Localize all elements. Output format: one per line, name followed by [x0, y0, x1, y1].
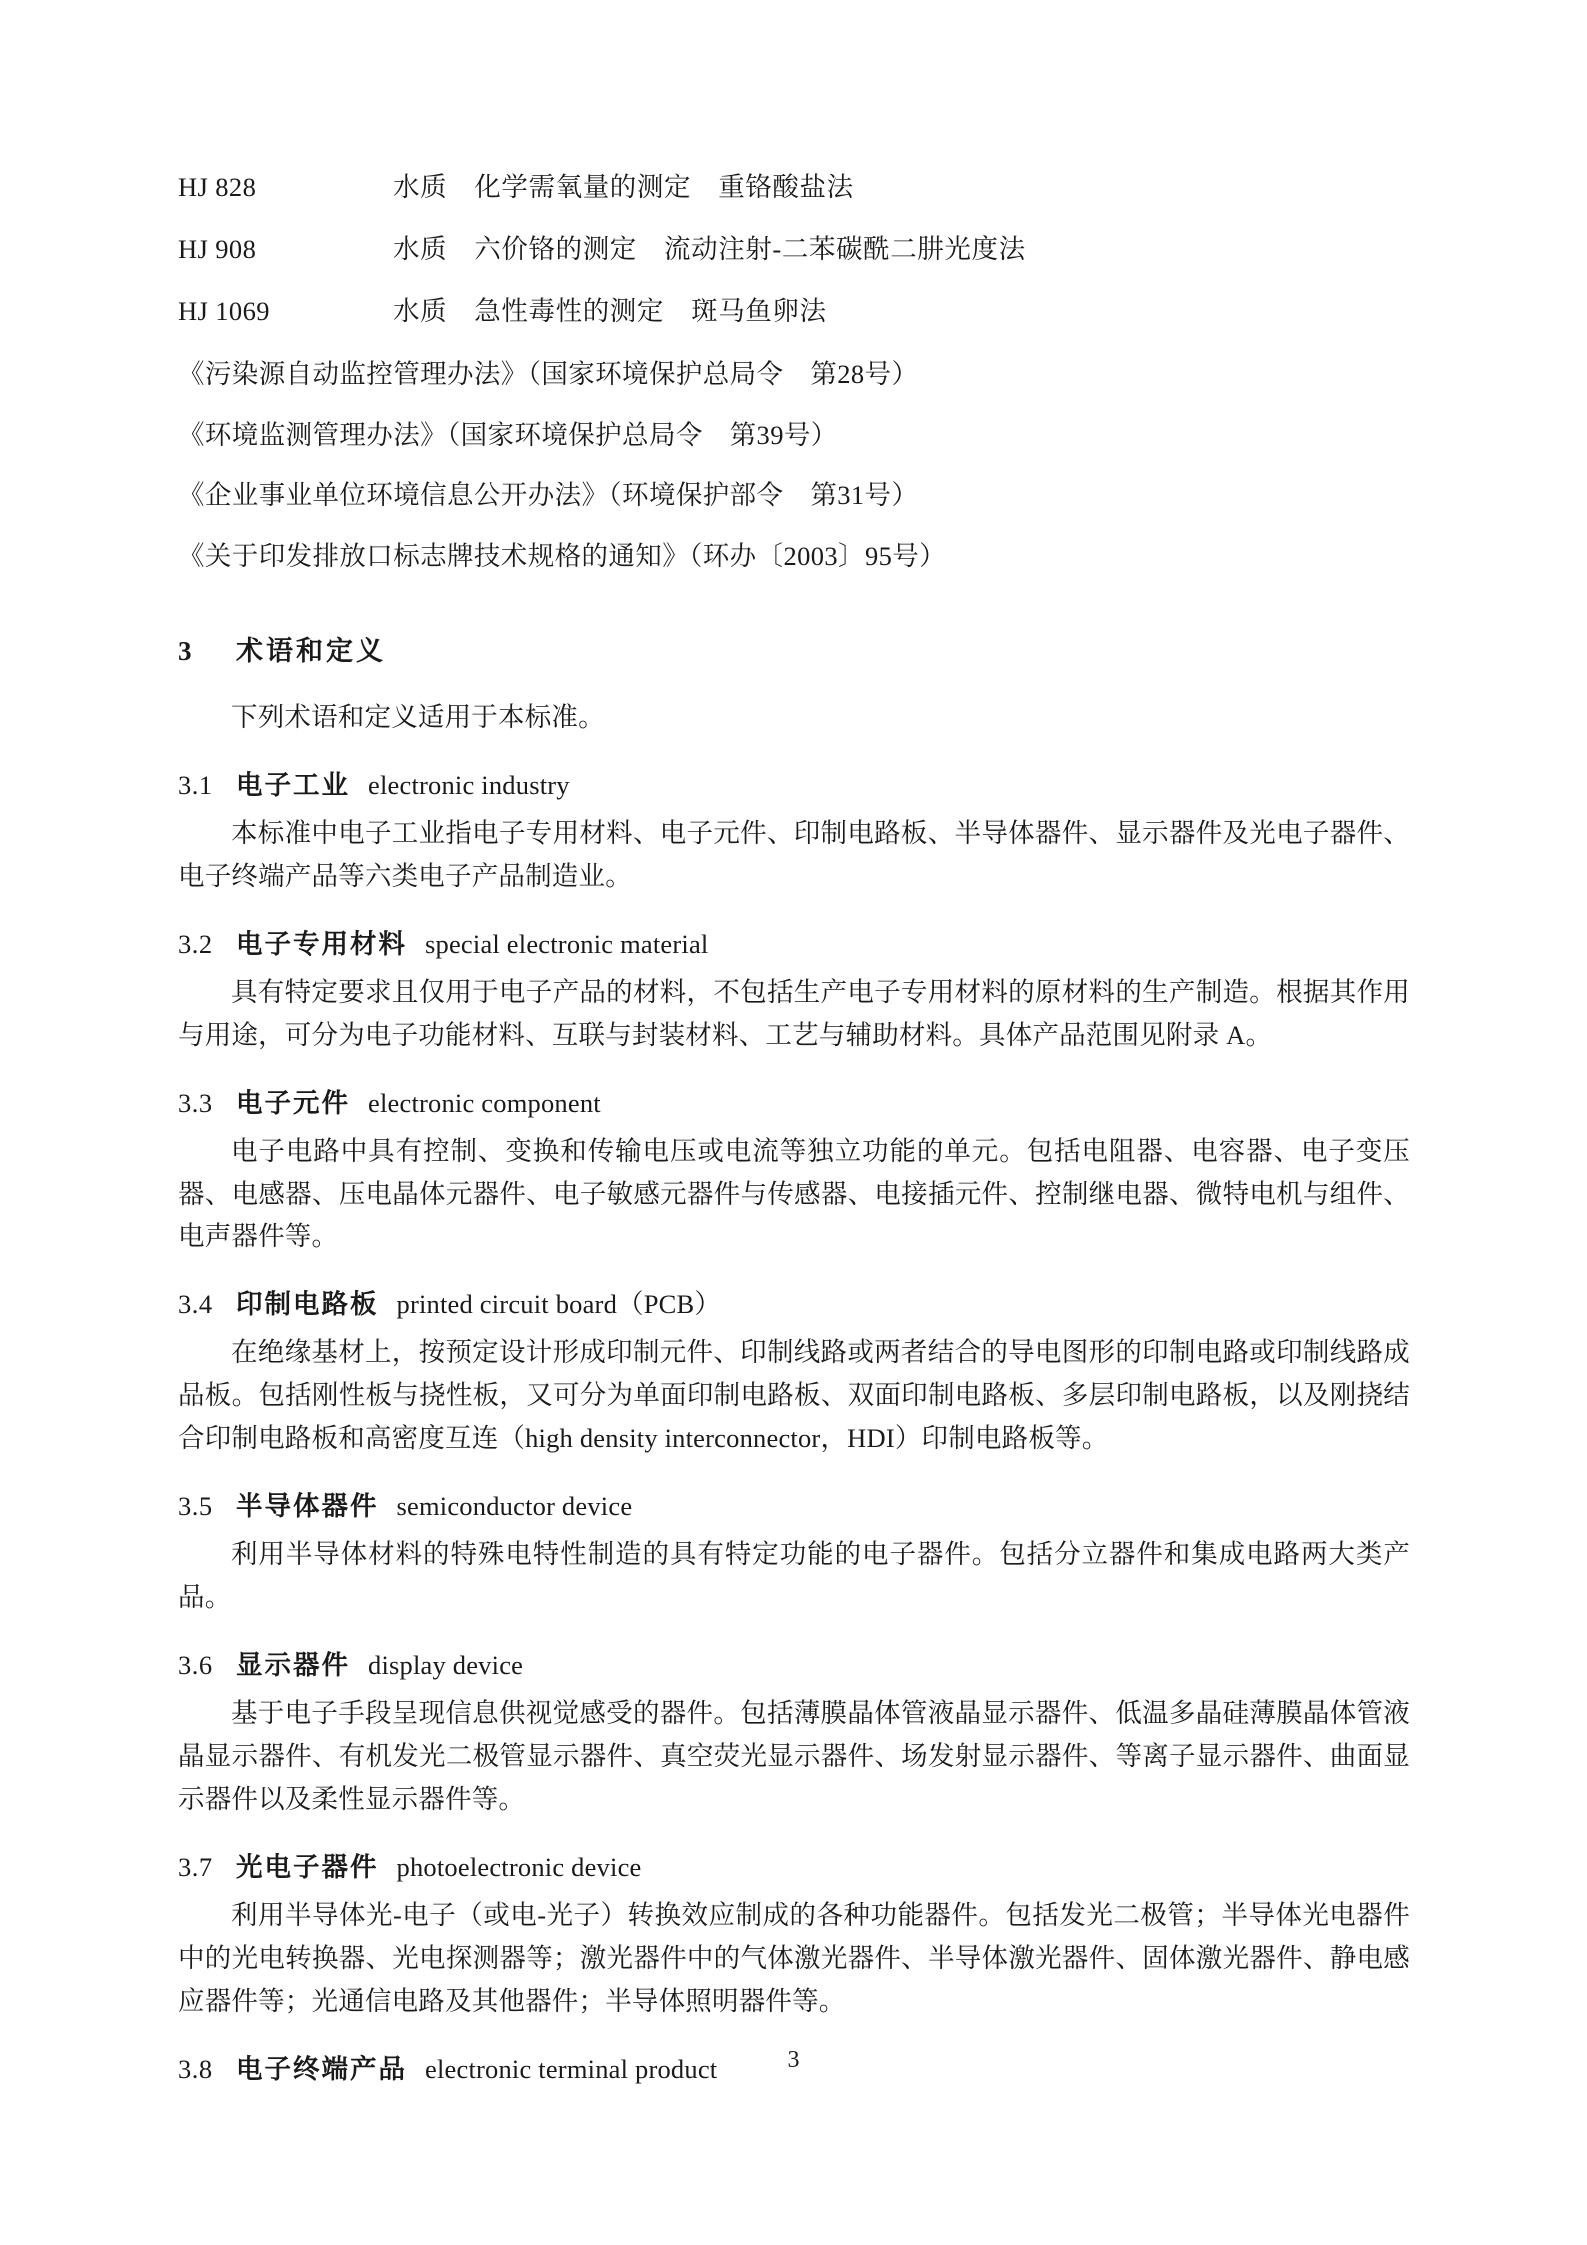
term-paragraph: 具有特定要求且仅用于电子产品的材料，不包括生产电子专用材料的原材料的生产制造。根据其作用与用途，可分为电子功能材料、互联与封装材料、工艺与辅助材料。具体产品范围见附录 A。	[178, 976, 1410, 1050]
section-title: 术语和定义	[236, 635, 386, 666]
term-number: 3.5	[178, 1491, 213, 1522]
term-name-en: electronic industry	[368, 769, 570, 800]
term-number: 3.8	[178, 2053, 213, 2084]
term-name-zh: 半导体器件	[236, 1491, 379, 1522]
term-name-zh: 显示器件	[236, 1649, 350, 1680]
regulation-line: 《企业事业单位环境信息公开办法》（环境保护部令 第31号）	[178, 480, 919, 511]
term-name-en: electronic component	[368, 1087, 601, 1118]
term-heading-3-4	[178, 1282, 1410, 1321]
term-paragraph: 电子电路中具有控制、变换和传输电压或电流等独立功能的单元。包括电阻器、电容器、电子变压器、电感器、压电晶体元器件、电子敏感元器件与传感器、电接插元件、控制继电器、微特电机与组件、电声器件等。	[178, 1135, 1410, 1252]
term-heading-3-1	[178, 763, 1410, 802]
term-name-zh: 光电子器件	[236, 1851, 379, 1882]
term-name-zh: 电子专用材料	[236, 928, 407, 959]
term-heading-3-2	[178, 922, 1410, 961]
standard-reference-row	[178, 294, 1410, 330]
term-number: 3.3	[178, 1087, 213, 1118]
page-number: 3	[787, 2047, 800, 2073]
term-name-en: display device	[368, 1649, 524, 1680]
standard-code: HJ 1069	[178, 295, 270, 326]
term-number: 3.1	[178, 769, 213, 800]
term-number: 3.6	[178, 1649, 213, 1680]
term-paragraph: 在绝缘基材上，按预定设计形成印制元件、印制线路或两者结合的导电图形的印制电路或印制线路成品板。包括刚性板与挠性板，又可分为单面印制电路板、双面印制电路板、多层印制电路板，以及刚挠结合印制电路板和高密度互连（high density interconnector，HDI）印制电路板等。	[178, 1337, 1410, 1454]
term-name-en: special electronic material	[425, 928, 709, 959]
regulation-line: 《污染源自动监控管理办法》（国家环境保护总局令 第28号）	[178, 359, 919, 390]
standard-reference-row	[178, 170, 1410, 206]
term-paragraph: 本标准中电子工业指电子专用材料、电子元件、印制电路板、半导体器件、显示器件及光电子器件、电子终端产品等六类电子产品制造业。	[178, 817, 1410, 891]
term-heading-3-5	[178, 1484, 1410, 1523]
regulation-line: 《环境监测管理办法》（国家环境保护总局令 第39号）	[178, 419, 838, 450]
term-name-zh: 电子工业	[236, 769, 350, 800]
term-name-zh: 电子终端产品	[236, 2053, 407, 2084]
term-paragraph: 利用半导体材料的特殊电特性制造的具有特定功能的电子器件。包括分立器件和集成电路两大类产品。	[178, 1539, 1410, 1613]
term-name-en: semiconductor device	[396, 1491, 633, 1522]
term-heading-3-6	[178, 1643, 1410, 1682]
section-intro-paragraph: 下列术语和定义适用于本标准。	[231, 701, 605, 732]
term-paragraph: 利用半导体光-电子（或电-光子）转换效应制成的各种功能器件。包括发光二极管；半导体光电器件中的光电转换器、光电探测器等；激光器件中的气体激光器件、半导体激光器件、固体激光器件、静电感应器件等；光通信电路及其他器件；半导体照明器件等。	[178, 1899, 1410, 2016]
standard-reference-row	[178, 232, 1410, 268]
regulation-line: 《关于印发排放口标志牌技术规格的通知》（环办〔2003〕95号）	[178, 540, 947, 571]
term-number: 3.2	[178, 928, 213, 959]
term-name-en: electronic terminal product	[425, 2053, 718, 2084]
term-name-en: printed circuit board（PCB）	[396, 1289, 722, 1320]
standard-title: 水质 化学需氧量的测定 重铬酸盐法	[393, 172, 854, 202]
standard-title: 水质 急性毒性的测定 斑马鱼卵法	[393, 295, 827, 326]
standard-code: HJ 828	[178, 172, 257, 202]
term-heading-3-3	[178, 1081, 1410, 1120]
term-paragraph: 基于电子手段呈现信息供视觉感受的器件。包括薄膜晶体管液晶显示器件、低温多晶硅薄膜晶体管液晶显示器件、有机发光二极管显示器件、真空荧光显示器件、场发射显示器件、等离子显示器件、曲面显示器件以及柔性显示器件等。	[178, 1697, 1410, 1814]
standard-title: 水质 六价铬的测定 流动注射-二苯碳酰二肼光度法	[393, 233, 1026, 264]
term-number: 3.7	[178, 1851, 213, 1882]
term-heading-3-7	[178, 1845, 1410, 1884]
term-name-zh: 印制电路板	[236, 1289, 379, 1320]
section-number: 3	[178, 635, 193, 666]
page-content	[178, 170, 1410, 2096]
term-name-zh: 电子元件	[236, 1087, 350, 1118]
standard-code: HJ 908	[178, 233, 257, 264]
section-heading	[178, 629, 1410, 668]
term-number: 3.4	[178, 1289, 213, 1320]
term-name-en: photoelectronic device	[396, 1851, 642, 1882]
